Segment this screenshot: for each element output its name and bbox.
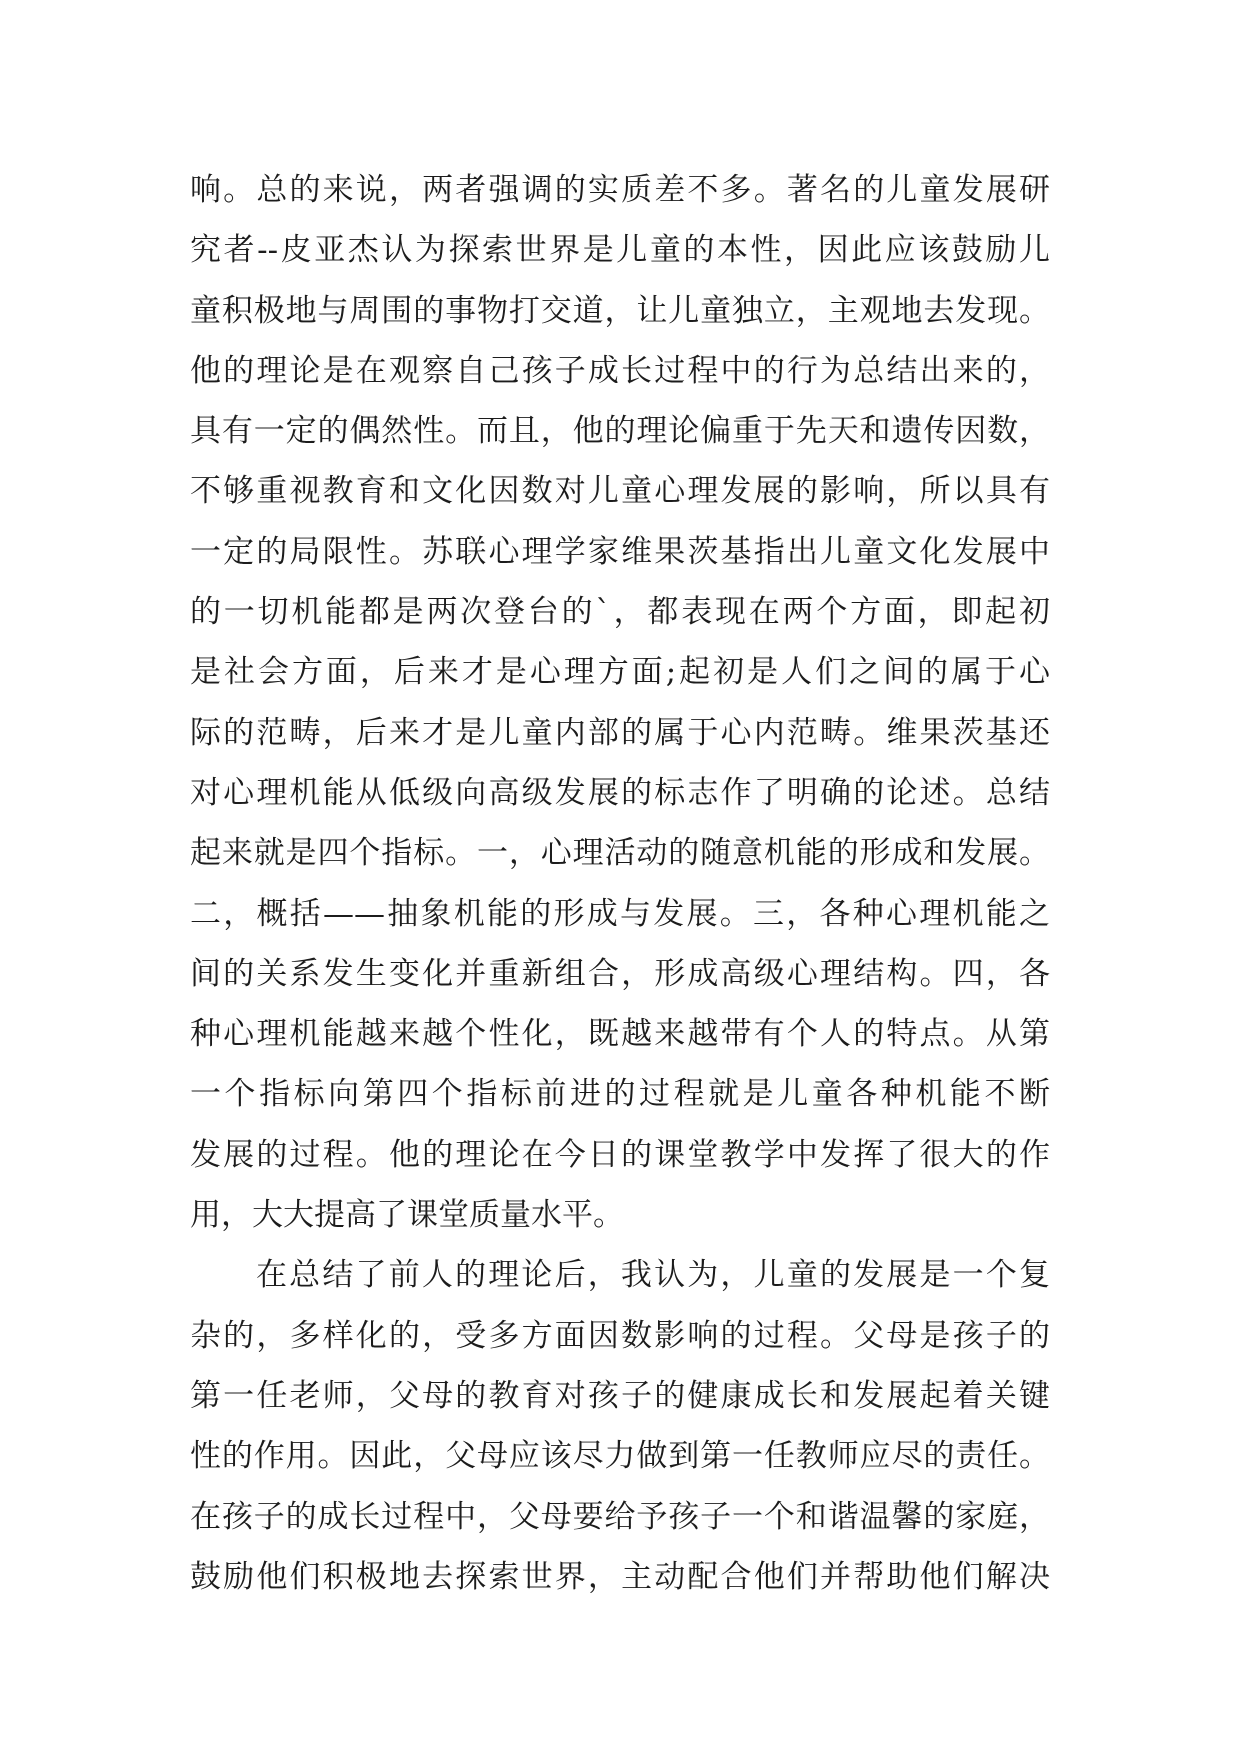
text-line: 第一任老师，父母的教育对孩子的健康成长和发展起着关键 — [190, 1377, 1050, 1414]
text-line: 是社会方面，后来才是心理方面;起初是人们之间的属于心 — [190, 654, 1050, 691]
text-line: 间的关系发生变化并重新组合，形成高级心理结构。四，各 — [190, 955, 1050, 992]
text-line: 杂的，多样化的，受多方面因数影响的过程。父母是孩子的 — [190, 1317, 1050, 1354]
text-line: 他的理论是在观察自己孩子成长过程中的行为总结出来的， — [190, 352, 1050, 389]
text-line: 际的范畴，后来才是儿童内部的属于心内范畴。维果茨基还 — [190, 714, 1050, 751]
text-line: 的一切机能都是两次登台的`，都表现在两个方面，即起初 — [190, 594, 1050, 631]
text-line: 具有一定的偶然性。而且，他的理论偏重于先天和遗传因数， — [190, 413, 1050, 450]
text-line: 一个指标向第四个指标前进的过程就是儿童各种机能不断 — [190, 1076, 1050, 1113]
paragraph-1 — [190, 160, 1050, 1245]
text-line: 性的作用。因此，父母应该尽力做到第一任教师应尽的责任。 — [190, 1438, 1050, 1475]
text-line: 究者--皮亚杰认为探索世界是儿童的本性，因此应该鼓励儿 — [190, 232, 1050, 269]
text-line: 种心理机能越来越个性化，既越来越带有个人的特点。从第 — [190, 1016, 1050, 1053]
text-line: 在总结了前人的理论后，我认为，儿童的发展是一个复 — [256, 1257, 1050, 1294]
text-line: 用，大大提高了课堂质量水平。 — [190, 1197, 624, 1234]
body-text — [190, 160, 1050, 1607]
text-line: 对心理机能从低级向高级发展的标志作了明确的论述。总结 — [190, 774, 1050, 811]
text-line: 一定的局限性。苏联心理学家维果茨基指出儿童文化发展中 — [190, 533, 1050, 570]
text-line: 鼓励他们积极地去探索世界，主动配合他们并帮助他们解决 — [190, 1558, 1050, 1595]
text-line: 二，概括——抽象机能的形成与发展。三，各种心理机能之 — [190, 895, 1050, 932]
text-line: 发展的过程。他的理论在今日的课堂教学中发挥了很大的作 — [190, 1136, 1050, 1173]
text-line: 起来就是四个指标。一，心理活动的随意机能的形成和发展。 — [190, 835, 1050, 872]
text-line: 不够重视教育和文化因数对儿童心理发展的影响，所以具有 — [190, 473, 1050, 510]
text-line: 响。总的来说，两者强调的实质差不多。著名的儿童发展研 — [190, 172, 1050, 208]
text-line: 童积极地与周围的事物打交道，让儿童独立，主观地去发现。 — [190, 292, 1050, 329]
paragraph-2 — [190, 1245, 1050, 1607]
text-line: 在孩子的成长过程中，父母要给予孩子一个和谐温馨的家庭， — [190, 1498, 1050, 1535]
